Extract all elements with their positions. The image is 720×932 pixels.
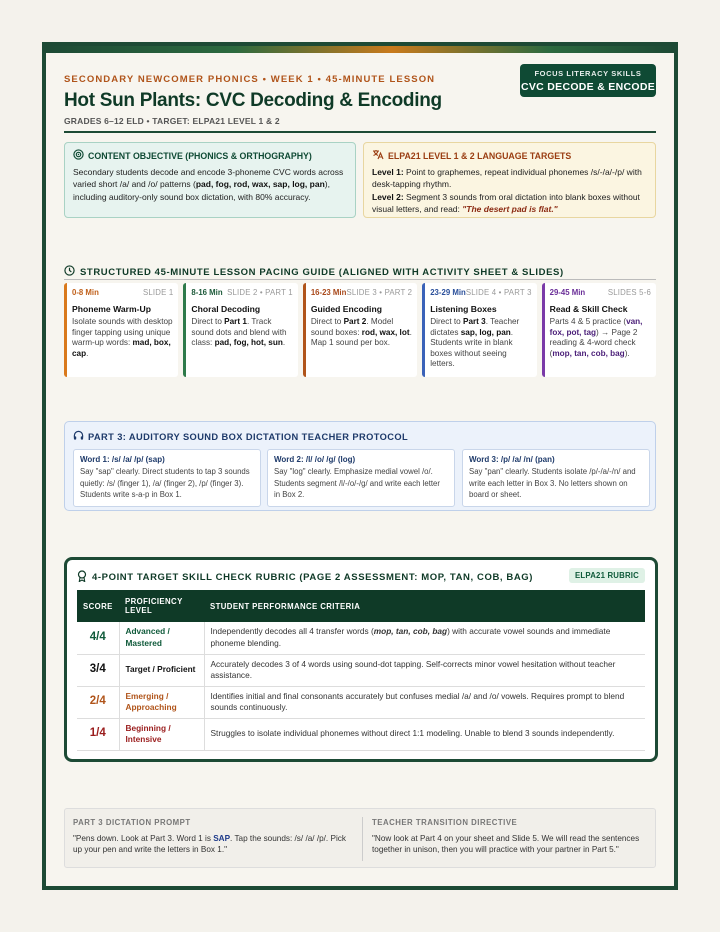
row-criteria: Identifies initial and final consonants accurately but confuses medial /a/ and /o/ vowels. Requires prompt to blend sounds continuously. (204, 686, 645, 718)
row-score: 1/4 (77, 718, 119, 750)
lesson-kicker: SECONDARY NEWCOMER PHONICS • WEEK 1 • 45-MINUTE LESSON (64, 74, 436, 85)
pacing-meta (191, 288, 292, 299)
dictation-heading (73, 430, 408, 443)
pacing-words: mad, box, cap (72, 338, 171, 358)
table-row (77, 686, 645, 718)
pacing-desc-a: Direct to (191, 317, 225, 326)
prompt-word: SAP (213, 833, 231, 843)
pacing-heading-text: STRUCTURED 45-MINUTE LESSON PACING GUIDE (ALIGNED WITH ACTIVITY SHEET & SLIDES) (80, 266, 564, 278)
rubric-heading-text: 4-POINT TARGET SKILL CHECK RUBRIC (PAGE 2 ASSESSMENT: MOP, TAN, COB, BAG) (92, 572, 534, 583)
award-icon (77, 570, 87, 585)
transition-text: "Now look at Part 4 on your sheet and Slide 5. We will read the sentences together in unison, then you will practice with your partner in Part 5." (372, 833, 640, 854)
dictation-word-title: Word 3: /p/ /a/ /n/ (pan) (469, 455, 555, 464)
row-criteria: Accurately decodes 3 of 4 words using sound-dot tapping. Self-corrects minor vowel hesitation without teacher assistance. (204, 654, 645, 686)
dictation-word-text: Say "sap" clearly. Direct students to tap 3 sounds quietly: /s/ (finger 1), /a/ (finger 2), /p/ (finger 3). Students write s-a-p in Box 1. (80, 467, 250, 499)
objective-words: pad, fog, rod, wax, sap, log, pan (195, 179, 325, 189)
level-1-label: Level 1: (372, 166, 404, 177)
pacing-words-2: mop, tan, cob, bag (552, 348, 625, 358)
dictation-prompt-heading: PART 3 DICTATION PROMPT (73, 818, 191, 827)
footer-panel (64, 808, 656, 868)
focus-badge-label: FOCUS LITERACY SKILLS (534, 69, 642, 78)
col-criteria: STUDENT PERFORMANCE CRITERIA (210, 601, 361, 611)
pacing-desc-a: Direct to (430, 317, 463, 326)
row-level: Advanced / Mastered (119, 622, 204, 654)
row-level: Target / Proficient (119, 654, 204, 686)
pacing-desc-mid: ) → Page 2 reading & 4-word check ( (549, 327, 638, 358)
pacing-meta (550, 288, 651, 299)
pacing-words: sap, log, pan (460, 327, 511, 337)
pacing-words: van, fox, pot, tag (549, 317, 643, 337)
pacing-time: 29-45 Min (549, 288, 586, 297)
level-2-label: Level 2: (372, 191, 404, 202)
footer-divider (362, 817, 363, 861)
level-2-quote: "The desert pad is flat." (462, 204, 558, 214)
language-icon (372, 149, 384, 164)
pacing-description (430, 317, 531, 370)
pacing-description (311, 317, 412, 349)
focus-skills-badge (520, 64, 656, 97)
col-score: SCORE (83, 601, 113, 611)
row-score: 2/4 (77, 686, 119, 718)
pacing-divider (64, 279, 656, 280)
row-criteria (204, 622, 645, 654)
pacing-part: Part 2 (343, 317, 367, 326)
pacing-heading (64, 265, 656, 279)
dictation-card-word-1 (73, 449, 261, 507)
pacing-card-warmup (64, 283, 178, 377)
pacing-meta (72, 288, 173, 299)
pacing-slide: SLIDE 3 • PART 2 (346, 288, 413, 297)
pacing-time: 8-16 Min (191, 288, 223, 297)
focus-badge-value: CVC DECODE & ENCODE (520, 81, 656, 93)
table-row (77, 654, 645, 686)
dictation-protocol-panel (64, 421, 656, 511)
prompt-text-b: . Tap the sounds: /s/ /a/ /p/. Pick up your pen and write the letters in Box 1." (73, 833, 346, 854)
rubric-body (77, 622, 645, 750)
dictation-word-text: Say "log" clearly. Emphasize medial vowel /o/. Students segment /l/-/o/-/g/ and write each letter in Box 2. (274, 467, 440, 499)
dictation-word-title: Word 1: /s/ /a/ /p/ (sap) (80, 455, 165, 464)
pacing-slide: SLIDE 1 (142, 288, 174, 297)
pacing-title: Read & Skill Check (549, 303, 628, 314)
dictation-word-text: Say "pan" clearly. Students isolate /p/-/a/-/n/ and write each letter in Box 3. No letters shown on board or sheet. (469, 467, 636, 499)
pacing-description (191, 317, 292, 349)
row-criteria: Struggles to isolate individual phonemes without direct 1:1 modeling. Unable to blend 3 sounds independently. (204, 718, 645, 750)
pacing-words: rod, wax, lot (361, 327, 410, 337)
pacing-description (550, 317, 651, 359)
pacing-desc-b: . (86, 348, 89, 358)
dictation-prompt-text (73, 833, 357, 856)
rubric-header (77, 590, 645, 622)
transition-heading: TEACHER TRANSITION DIRECTIVE (372, 818, 518, 827)
clock-icon (64, 265, 75, 279)
pacing-desc-mid: . Teacher dictates (430, 317, 520, 337)
table-row (77, 622, 645, 654)
criteria-text-a: Independently decodes all 4 transfer words ( (210, 626, 374, 637)
pacing-desc-b: . Map 1 sound per box. (310, 327, 412, 347)
pacing-title: Choral Decoding (191, 303, 261, 314)
headphones-icon (73, 430, 84, 443)
col-proficiency: PROFICIENCY LEVEL (125, 597, 183, 615)
content-objective-card (64, 142, 356, 218)
elpa-heading-text: ELPA21 LEVEL 1 & 2 LANGUAGE TARGETS (388, 151, 572, 161)
dictation-card-word-3 (462, 449, 650, 507)
criteria-text-b: ) with accurate vowel sounds and immediate phoneme blending. (210, 626, 611, 648)
pacing-time: 16-23 Min (310, 288, 347, 297)
pacing-title: Phoneme Warm-Up (72, 303, 151, 314)
rubric-heading (77, 570, 533, 585)
header-divider (64, 131, 656, 133)
top-accent-bar (46, 46, 674, 53)
elpa-level-1 (372, 166, 647, 191)
dictation-prompt (73, 817, 357, 856)
transition-directive (372, 817, 656, 856)
pacing-desc-a: Direct to (310, 317, 344, 326)
pacing-card-skill-check (542, 283, 656, 377)
pacing-card-listening (422, 283, 536, 377)
pacing-part: Part 3 (462, 317, 486, 326)
rubric-table (77, 590, 645, 751)
pacing-desc-mid: . Track sound dots and blend with class: (191, 317, 287, 347)
pacing-desc-b: . (282, 338, 286, 347)
objective-text-b: ), including auditory-only sound box dictation, with 80% accuracy. (73, 179, 330, 202)
row-score: 3/4 (77, 654, 119, 686)
objective-text-a: Secondary students decode and encode 3-phoneme CVC words across varied short /a/ and /o/ patterns ( (73, 166, 344, 189)
objective-heading (73, 149, 347, 164)
pacing-guide (64, 283, 656, 377)
pacing-card-guided (303, 283, 417, 377)
row-level: Beginning / Intensive (119, 718, 204, 750)
pacing-desc-a: Parts 4 & 5 practice ( (549, 317, 627, 326)
pacing-slide: SLIDE 2 • PART 1 (227, 288, 293, 297)
pacing-title: Guided Encoding (310, 303, 382, 314)
level-1-text: Point to graphemes, repeat individual phonemes /s/-/a/-/p/ with desk-tapping rhythm. (372, 166, 642, 189)
pacing-slide: SLIDE 4 • PART 3 (465, 288, 532, 297)
pacing-words: pad, fog, hot, sun (214, 338, 283, 347)
row-level: Emerging / Approaching (119, 686, 204, 718)
pacing-meta (430, 288, 531, 299)
pacing-title: Listening Boxes (430, 303, 497, 314)
pacing-time: 0-8 Min (72, 288, 99, 297)
elpa-targets-card (363, 142, 656, 218)
elpa-heading (372, 149, 647, 164)
prompt-text-a: "Pens down. Look at Part 3. Word 1 is (73, 833, 214, 843)
pacing-desc-b: ). (624, 348, 630, 358)
dictation-heading-text: PART 3: AUDITORY SOUND BOX DICTATION TEACHER PROTOCOL (88, 431, 409, 442)
rubric-badge: ELPA21 RUBRIC (569, 568, 645, 583)
page-title: Hot Sun Plants: CVC Decoding & Encoding (64, 90, 442, 111)
target-icon (73, 149, 84, 164)
elpa-level-2 (372, 191, 647, 216)
dictation-word-title: Word 2: /l/ /o/ /g/ (log) (274, 455, 356, 464)
pacing-part: Part 1 (224, 317, 247, 326)
pacing-desc-b: . Students write in blank boxes without seeing letters. (430, 327, 514, 368)
objective-text (73, 166, 347, 204)
grades-target: GRADES 6–12 ELD • TARGET: ELPA21 LEVEL 1 & 2 (64, 116, 280, 126)
pacing-desc-mid: . Model sound boxes: (310, 317, 394, 337)
pacing-desc-a: Isolate sounds with desktop finger tapping using unique warm-up words: (72, 317, 173, 347)
rubric-panel (64, 557, 658, 762)
pacing-card-choral (183, 283, 297, 377)
level-2-text: Segment 3 sounds from oral dictation into blank boxes without visual letters, and read: (372, 191, 640, 214)
pacing-time: 23-29 Min (430, 288, 466, 297)
criteria-words: mop, tan, cob, bag (373, 626, 448, 637)
objective-heading-text: CONTENT OBJECTIVE (PHONICS & ORTHOGRAPHY) (88, 151, 312, 161)
pacing-slide: SLIDES 5-6 (607, 288, 652, 297)
dictation-card-word-2 (267, 449, 455, 507)
row-score: 4/4 (77, 622, 119, 654)
lesson-page (42, 42, 678, 890)
pacing-meta (311, 288, 412, 299)
pacing-description (72, 317, 173, 359)
table-row (77, 718, 645, 750)
